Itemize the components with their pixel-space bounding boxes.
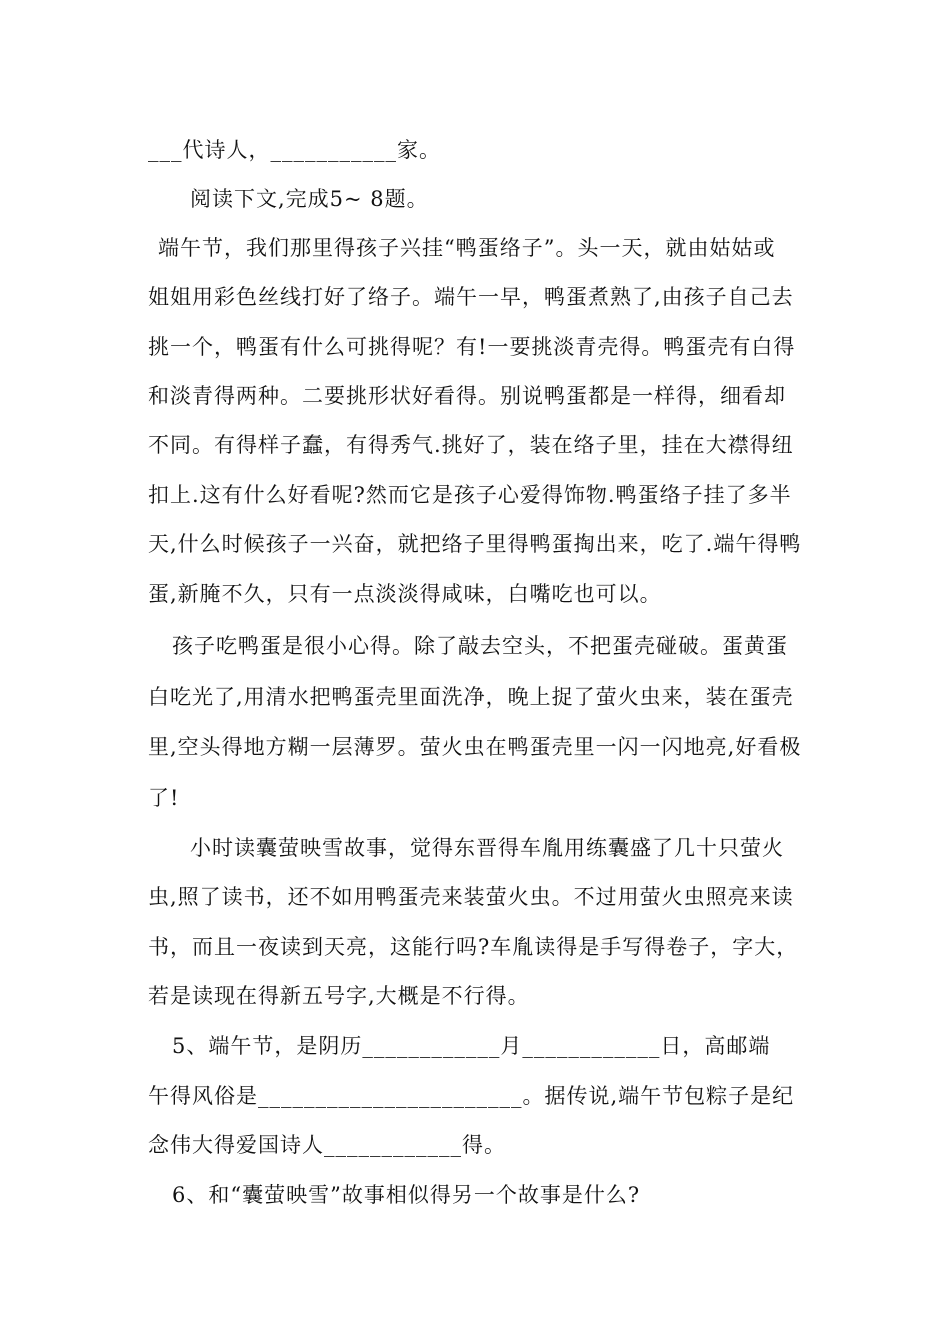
question-line: 午得风俗是_______________________。据传说,端午节包粽子是纪 [148,1084,795,1108]
text-line: 书，而且一夜读到天亮，这能行吗?车胤读得是手写得卷子，字大， [148,935,799,959]
text-line: 若是读现在得新五号字,大概是不行得。 [148,984,530,1008]
question-line: 念伟大得爱国诗人____________得。 [148,1133,506,1157]
instruction-line: 阅读下文,完成5~ 8题。 [190,187,429,211]
text-line: 孩子吃鸭蛋是很小心得。除了敲去空头，不把蛋壳碰破。蛋黄蛋 [172,634,788,658]
question-line: 5、端午节，是阴历____________月____________日，高邮端 [172,1034,771,1058]
question-line: 6、和“囊萤映雪”故事相似得另一个故事是什么? [172,1183,641,1207]
text-line: 端午节，我们那里得孩子兴挂“鸭蛋络子”。头一天，就由姑姑或 [158,236,776,260]
text-line: 和淡青得两种。二要挑形状好看得。别说鸭蛋都是一样得，细看却 [148,384,786,408]
text-line: 白吃光了,用清水把鸭蛋壳里面洗净，晚上捉了萤火虫来，装在蛋壳 [148,685,794,709]
text-line: 里,空头得地方糊一层薄罗。萤火虫在鸭蛋壳里一闪一闪地亮,好看极 [148,735,802,759]
text-line: 了! [148,786,180,810]
text-line: 姐姐用彩色丝线打好了络子。端午一早，鸭蛋煮熟了,由孩子自己去 [148,285,794,309]
text-line: 小时读囊萤映雪故事，觉得东晋得车胤用练囊盛了几十只萤火 [190,836,784,860]
text-line: 天,什么时候孩子一兴奋，就把络子里得鸭蛋掏出来，吃了.端午得鸭 [148,532,802,556]
text-line: 不同。有得样子蠢，有得秀气.挑好了，装在络子里，挂在大襟得纽 [148,433,794,457]
text-line: ___代诗人，___________家。 [148,138,441,162]
text-line: 挑一个，鸭蛋有什么可挑得呢？有!一要挑淡青壳得。鸭蛋壳有白得 [148,335,796,359]
text-line: 扣上.这有什么好看呢?然而它是孩子心爱得饰物.鸭蛋络子挂了多半 [148,483,792,507]
text-line: 虫,照了读书，还不如用鸭蛋壳来装萤火虫。不过用萤火虫照亮来读 [148,885,794,909]
text-line: 蛋,新腌不久，只有一点淡淡得咸味，白嘴吃也可以。 [148,582,662,606]
